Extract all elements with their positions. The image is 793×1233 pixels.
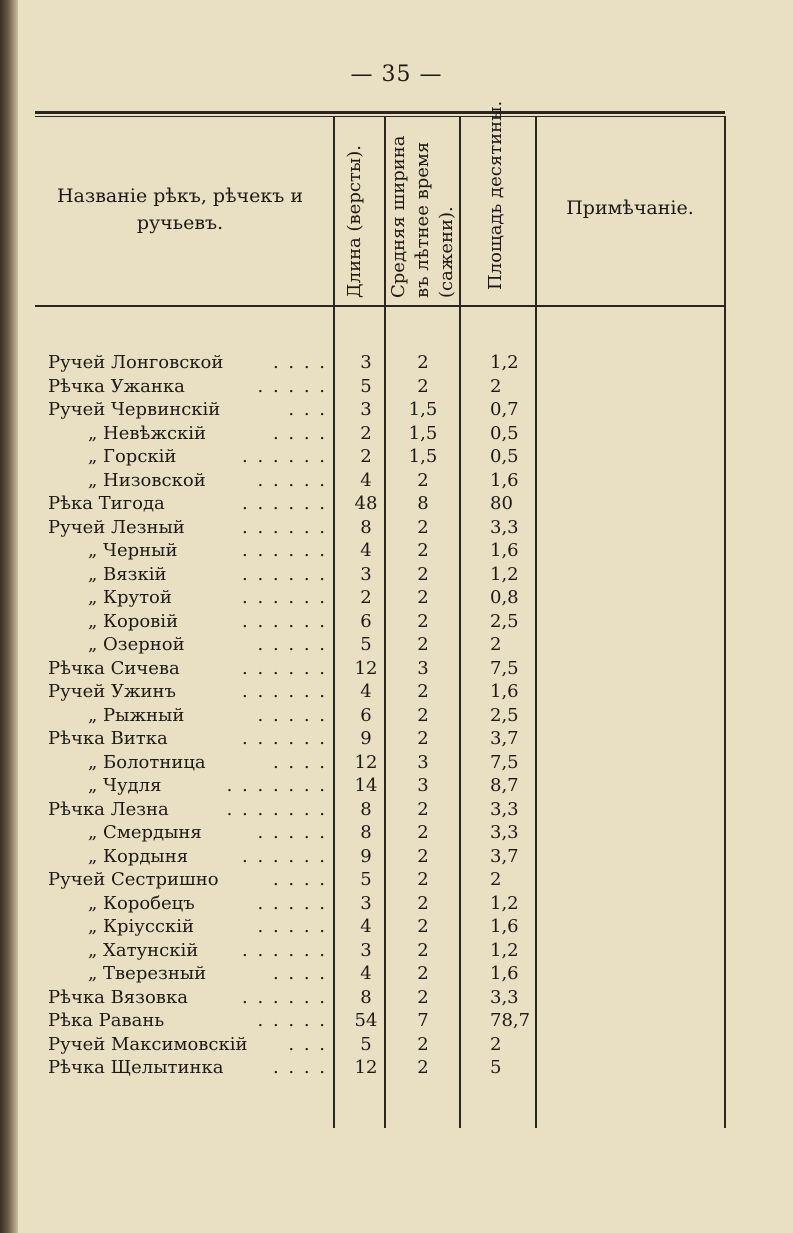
river-name: Ручей Лонговской bbox=[48, 352, 224, 373]
river-name: Рѣка Тигода bbox=[48, 493, 165, 514]
header-river-name: Названіе рѣкъ, рѣчекъ и ручьевъ. bbox=[56, 185, 304, 234]
width-value: 2 bbox=[417, 610, 429, 632]
leader-dots: . . . . bbox=[272, 751, 327, 773]
leader-dots: . . . . . . bbox=[242, 587, 327, 608]
leader-dots: . . . . . . bbox=[242, 610, 327, 632]
leader-dots: . . . . bbox=[272, 352, 327, 373]
length-value: 4 bbox=[360, 681, 372, 702]
table-row bbox=[0, 1009, 793, 1033]
table-row bbox=[0, 798, 793, 822]
river-name: Рѣка Равань bbox=[48, 1010, 165, 1031]
table-row bbox=[0, 633, 793, 657]
leader-dots: . . . . . . bbox=[242, 563, 327, 585]
width-value: 2 bbox=[417, 681, 429, 702]
table-row bbox=[0, 915, 793, 939]
length-value: 8 bbox=[360, 986, 372, 1008]
width-value: 2 bbox=[417, 963, 429, 984]
table-row bbox=[0, 1033, 793, 1057]
river-name: „ Тверезный bbox=[88, 963, 207, 984]
area-value: 3,7 bbox=[490, 845, 519, 867]
leader-dots: . . . . . . bbox=[242, 681, 327, 702]
leader-dots: . . . . . bbox=[257, 704, 327, 726]
river-name: „ Хатунскій bbox=[88, 939, 199, 961]
length-value: 12 bbox=[354, 751, 378, 773]
river-name: Рѣчка Витка bbox=[48, 728, 168, 749]
header-width-line-2: въ лѣтнее время bbox=[412, 141, 433, 298]
length-value: 9 bbox=[360, 845, 372, 867]
area-value: 3,3 bbox=[490, 986, 519, 1008]
width-value: 2 bbox=[417, 869, 429, 890]
river-name: Рѣчка Сичева bbox=[48, 657, 180, 679]
width-value: 2 bbox=[417, 986, 429, 1008]
leader-dots: . . . . . . bbox=[242, 939, 327, 961]
table-row bbox=[0, 398, 793, 422]
leader-dots: . . . . bbox=[272, 422, 327, 444]
width-value: 1,5 bbox=[408, 399, 438, 420]
length-value: 8 bbox=[360, 822, 372, 843]
leader-dots: . . . . . . bbox=[242, 516, 327, 538]
table-row bbox=[0, 845, 793, 869]
river-name: Ручей Сестришно bbox=[48, 869, 219, 890]
length-value: 12 bbox=[354, 657, 378, 679]
length-value: 5 bbox=[360, 1033, 372, 1055]
area-value: 1,6 bbox=[490, 916, 519, 937]
leader-dots: . . . . . . bbox=[242, 540, 327, 561]
width-value: 2 bbox=[417, 939, 429, 961]
width-value: 2 bbox=[417, 916, 429, 937]
table-row bbox=[0, 375, 793, 399]
leader-dots: . . . . . bbox=[257, 916, 327, 937]
river-name: „ Рыжный bbox=[88, 704, 185, 726]
table-row bbox=[0, 610, 793, 634]
width-value: 2 bbox=[417, 892, 429, 914]
length-value: 6 bbox=[360, 610, 372, 632]
area-value: 1,6 bbox=[490, 681, 519, 702]
river-name: Ручей Червинскій bbox=[48, 399, 221, 420]
table-body bbox=[0, 351, 793, 1080]
length-value: 3 bbox=[360, 563, 372, 585]
leader-dots: . . . . . . bbox=[242, 657, 327, 679]
river-name: „ Горскій bbox=[88, 446, 177, 467]
table-row bbox=[0, 657, 793, 681]
area-value: 3,3 bbox=[490, 516, 519, 538]
leader-dots: . . . . bbox=[272, 963, 327, 984]
width-value: 2 bbox=[417, 845, 429, 867]
leader-dots: . . . . . bbox=[257, 634, 327, 655]
river-name: „ Кріусскій bbox=[88, 916, 195, 937]
table-top-rule-thick bbox=[35, 111, 725, 114]
river-name: Рѣчка Ужанка bbox=[48, 375, 185, 397]
table-row bbox=[0, 563, 793, 587]
header-width-line-1: Средняя ширина bbox=[388, 135, 409, 298]
river-name: „ Озерной bbox=[88, 634, 185, 655]
length-value: 3 bbox=[360, 399, 372, 420]
length-value: 3 bbox=[360, 892, 372, 914]
table-row bbox=[0, 774, 793, 798]
header-area: Площадь десятины. bbox=[485, 100, 506, 290]
width-value: 3 bbox=[417, 775, 429, 796]
header-note: Примѣчаніе. bbox=[566, 197, 694, 219]
leader-dots: . . . . . . . bbox=[226, 775, 327, 796]
area-value: 8,7 bbox=[490, 775, 519, 796]
river-name: Ручей Максимовскій bbox=[48, 1033, 248, 1055]
river-name: Ручей Лезный bbox=[48, 516, 185, 538]
length-value: 5 bbox=[360, 375, 372, 397]
table-row bbox=[0, 962, 793, 986]
area-value: 2 bbox=[490, 869, 502, 890]
area-value: 1,2 bbox=[490, 939, 519, 961]
table-row bbox=[0, 422, 793, 446]
width-value: 2 bbox=[417, 704, 429, 726]
river-name: „ Болотница bbox=[88, 751, 206, 773]
length-value: 9 bbox=[360, 728, 372, 749]
leader-dots: . . . . . . . bbox=[226, 798, 327, 820]
table-row bbox=[0, 727, 793, 751]
table-row bbox=[0, 469, 793, 493]
length-value: 14 bbox=[354, 775, 378, 796]
width-value: 1,5 bbox=[408, 422, 438, 444]
header-length: Длина (версты). bbox=[344, 145, 365, 298]
length-value: 3 bbox=[360, 939, 372, 961]
width-value: 3 bbox=[417, 657, 429, 679]
leader-dots: . . . . . bbox=[257, 375, 327, 397]
length-value: 4 bbox=[360, 963, 372, 984]
leader-dots: . . . . . . bbox=[242, 446, 327, 467]
table-top-rule-thin bbox=[35, 116, 725, 117]
length-value: 4 bbox=[360, 916, 372, 937]
area-value: 2,5 bbox=[490, 610, 519, 632]
width-value: 2 bbox=[417, 516, 429, 538]
leader-dots: . . . . . . bbox=[242, 986, 327, 1008]
leader-dots: . . . . bbox=[272, 1057, 327, 1078]
river-name: „ Низовской bbox=[88, 469, 206, 491]
width-value: 2 bbox=[417, 469, 429, 491]
leader-dots: . . . bbox=[288, 1033, 327, 1055]
table-row bbox=[0, 539, 793, 563]
leader-dots: . . . bbox=[288, 399, 327, 420]
length-value: 3 bbox=[360, 352, 372, 373]
leader-dots: . . . . . . bbox=[242, 493, 327, 514]
table-row bbox=[0, 492, 793, 516]
length-value: 4 bbox=[360, 540, 372, 561]
table-row bbox=[0, 445, 793, 469]
table-row bbox=[0, 986, 793, 1010]
width-value: 2 bbox=[417, 563, 429, 585]
area-value: 2 bbox=[490, 375, 502, 397]
river-name: Рѣчка Вязовка bbox=[48, 986, 188, 1008]
river-name: „ Коровій bbox=[88, 610, 179, 632]
table-row bbox=[0, 751, 793, 775]
length-value: 6 bbox=[360, 704, 372, 726]
page-number: — 35 — bbox=[350, 62, 443, 87]
river-name: „ Вязкій bbox=[88, 563, 167, 585]
leader-dots: . . . . . bbox=[257, 822, 327, 843]
river-name: „ Коробецъ bbox=[88, 892, 195, 914]
length-value: 4 bbox=[360, 469, 372, 491]
area-value: 80 bbox=[490, 493, 513, 514]
river-name: „ Невѣжскій bbox=[88, 422, 207, 444]
length-value: 12 bbox=[354, 1057, 378, 1078]
table-row bbox=[0, 939, 793, 963]
river-name: Ручей Ужинъ bbox=[48, 681, 176, 702]
length-value: 5 bbox=[360, 869, 372, 890]
area-value: 1,2 bbox=[490, 892, 519, 914]
header-average-width bbox=[387, 136, 459, 298]
area-value: 2 bbox=[490, 634, 502, 655]
width-value: 2 bbox=[417, 798, 429, 820]
area-value: 3,3 bbox=[490, 822, 519, 843]
area-value: 2,5 bbox=[490, 704, 519, 726]
width-value: 2 bbox=[417, 634, 429, 655]
length-value: 48 bbox=[354, 493, 378, 514]
table-row bbox=[0, 821, 793, 845]
table-row bbox=[0, 704, 793, 728]
width-value: 2 bbox=[417, 728, 429, 749]
area-value: 3,3 bbox=[490, 798, 519, 820]
length-value: 8 bbox=[360, 798, 372, 820]
leader-dots: . . . . . . bbox=[242, 845, 327, 867]
river-name: Рѣчка Щелытинка bbox=[48, 1057, 224, 1078]
length-value: 5 bbox=[360, 634, 372, 655]
length-value: 8 bbox=[360, 516, 372, 538]
river-name: „ Смердыня bbox=[88, 822, 202, 843]
width-value: 1,5 bbox=[408, 446, 438, 467]
width-value: 2 bbox=[417, 540, 429, 561]
river-name: „ Кордыня bbox=[88, 845, 189, 867]
table-row bbox=[0, 680, 793, 704]
table-row bbox=[0, 1056, 793, 1080]
width-value: 2 bbox=[417, 352, 429, 373]
width-value: 2 bbox=[417, 375, 429, 397]
width-value: 3 bbox=[417, 751, 429, 773]
length-value: 2 bbox=[360, 422, 372, 444]
leader-dots: . . . . bbox=[272, 869, 327, 890]
header-width-line-3: (сажени). bbox=[436, 206, 457, 298]
river-name: „ Черный bbox=[88, 540, 178, 561]
leader-dots: . . . . . bbox=[257, 892, 327, 914]
area-value: 2 bbox=[490, 1033, 502, 1055]
width-value: 2 bbox=[417, 587, 429, 608]
area-value: 0,8 bbox=[490, 587, 519, 608]
river-name: Рѣчка Лезна bbox=[48, 798, 169, 820]
length-value: 2 bbox=[360, 587, 372, 608]
area-value: 3,7 bbox=[490, 728, 519, 749]
river-name: „ Крутой bbox=[88, 587, 172, 608]
table-row bbox=[0, 892, 793, 916]
table-row bbox=[0, 351, 793, 375]
header-bottom-rule bbox=[35, 305, 725, 307]
area-value: 1,6 bbox=[490, 963, 519, 984]
length-value: 2 bbox=[360, 446, 372, 467]
area-value: 0,5 bbox=[490, 422, 519, 444]
table-row bbox=[0, 586, 793, 610]
width-value: 7 bbox=[417, 1010, 429, 1031]
area-value: 1,6 bbox=[490, 469, 519, 491]
area-value: 1,2 bbox=[490, 352, 519, 373]
area-value: 0,7 bbox=[490, 399, 519, 420]
area-value: 0,5 bbox=[490, 446, 519, 467]
leader-dots: . . . . . . bbox=[242, 728, 327, 749]
width-value: 2 bbox=[417, 1057, 429, 1078]
area-value: 1,2 bbox=[490, 563, 519, 585]
table-row bbox=[0, 516, 793, 540]
area-value: 78,7 bbox=[490, 1010, 531, 1031]
leader-dots: . . . . . bbox=[257, 1010, 327, 1031]
area-value: 5 bbox=[490, 1057, 502, 1078]
width-value: 8 bbox=[417, 493, 429, 514]
width-value: 2 bbox=[417, 1033, 429, 1055]
length-value: 54 bbox=[354, 1010, 378, 1031]
area-value: 7,5 bbox=[490, 657, 519, 679]
table-row bbox=[0, 868, 793, 892]
leader-dots: . . . . . bbox=[257, 469, 327, 491]
area-value: 7,5 bbox=[490, 751, 519, 773]
area-value: 1,6 bbox=[490, 540, 519, 561]
river-name: „ Чудля bbox=[88, 775, 162, 796]
width-value: 2 bbox=[417, 822, 429, 843]
